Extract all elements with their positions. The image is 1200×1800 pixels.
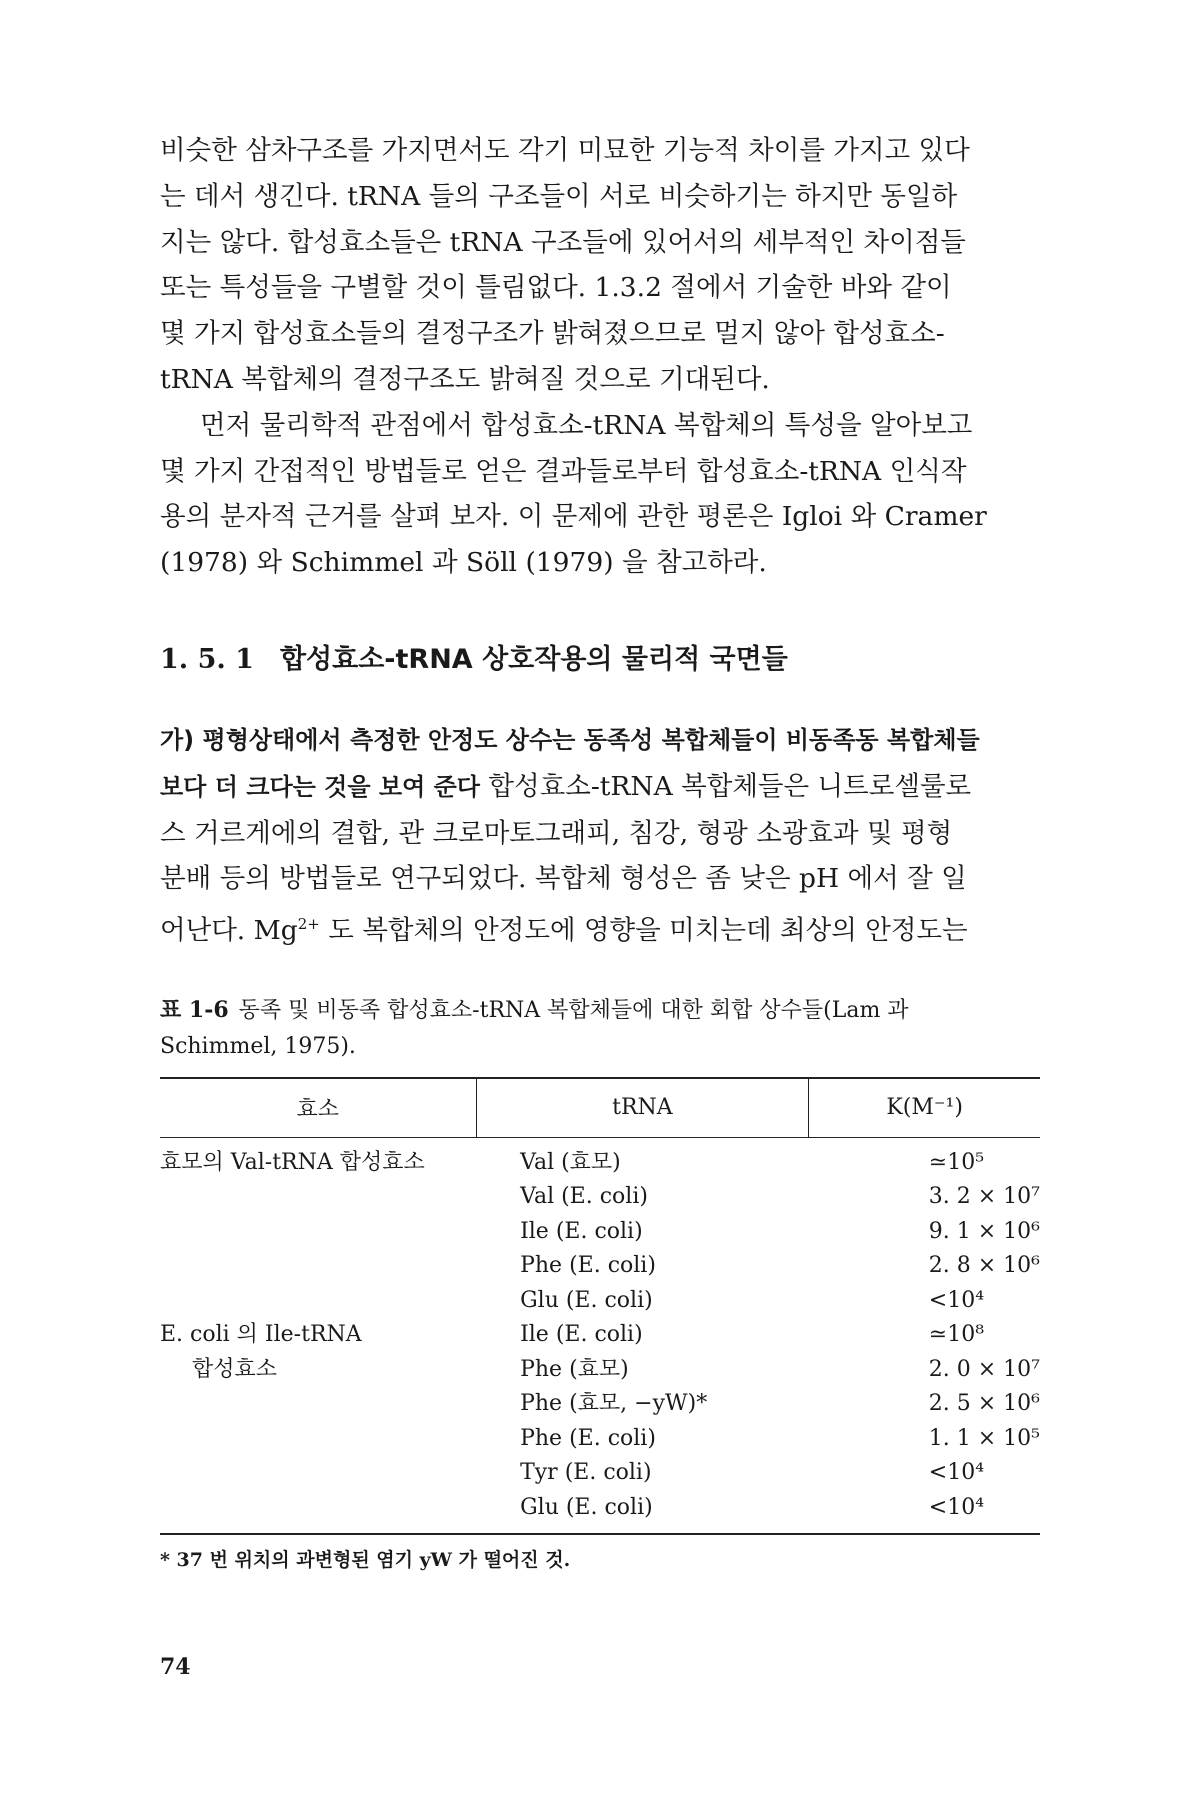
section-title: 합성효소-tRNA 상호작용의 물리적 국면들 xyxy=(279,643,788,675)
trna-cell: Ile (E. coli) xyxy=(520,1218,643,1244)
text-line: 지는 않다. 합성효소들은 tRNA 구조들에 있어서의 세부적인 차이점들 xyxy=(160,226,966,258)
trna-cell: Phe (E. coli) xyxy=(520,1425,656,1451)
k-value-cell: 9. 1 × 10⁶ xyxy=(928,1218,1040,1244)
page-content xyxy=(160,128,1040,1572)
k-value-cell: <10⁴ xyxy=(928,1460,985,1486)
trna-cell: Phe (효모, −yW)* xyxy=(520,1391,708,1417)
text-line: tRNA 복합체의 결정구조도 밝혀질 것으로 기대된다. xyxy=(160,363,770,395)
enzyme-cell xyxy=(160,1422,476,1457)
trna-cell: Glu (E. coli) xyxy=(520,1494,653,1520)
caption-label: 표 1-6 xyxy=(160,996,229,1023)
k-value-cell: <10⁴ xyxy=(928,1494,985,1520)
trna-cell: Val (E. coli) xyxy=(520,1184,648,1210)
text-line: (1978) 와 Schimmel 과 Söll (1979) 을 참고하라. xyxy=(160,547,767,579)
enzyme-cell: 합성효소 xyxy=(192,1356,278,1382)
caption-text: Schimmel, 1975). xyxy=(160,1033,356,1059)
column-header-trna: tRNA xyxy=(476,1078,809,1138)
paragraph-2 xyxy=(160,403,1040,586)
text-line: 또는 특성들을 구별할 것이 틀림없다. 1.3.2 절에서 기술한 바와 같이 xyxy=(160,272,952,304)
enzyme-cell xyxy=(160,1456,476,1491)
text-line: 는 데서 생긴다. tRNA 들의 구조들이 서로 비슷하기는 하지만 동일하 xyxy=(160,180,958,212)
table-row xyxy=(160,1387,1040,1422)
k-value-cell: 3. 2 × 10⁷ xyxy=(928,1184,1040,1210)
table-row xyxy=(160,1137,1040,1180)
text-line: 어난다. $Mg^{2+}$ 도 복합체의 안정도에 영향을 미치는데 최상의 안정도는 xyxy=(160,914,968,946)
text-line: 몇 가지 간접적인 방법들로 얻은 결과들로부터 합성효소-tRNA 인식작 xyxy=(160,455,967,487)
k-value-cell: 2. 8 × 10⁶ xyxy=(928,1253,1040,1279)
text-line: 스 거르게에의 결합, 관 크로마토그래피, 침강, 형광 소광효과 및 평형 xyxy=(160,817,953,849)
paragraph-3 xyxy=(160,718,1040,954)
enzyme-cell xyxy=(160,1249,476,1284)
enzyme-cell xyxy=(160,1491,476,1535)
table-row xyxy=(160,1422,1040,1457)
column-header-enzyme: 효소 xyxy=(160,1078,476,1138)
table-caption xyxy=(160,992,1040,1065)
page-number: 74 xyxy=(160,1654,191,1680)
trna-cell: Glu (E. coli) xyxy=(520,1287,653,1313)
k-value-cell: ≃10⁵ xyxy=(928,1149,985,1175)
table-row xyxy=(160,1491,1040,1535)
trna-cell: Val (효모) xyxy=(520,1149,621,1175)
k-value-cell: 2. 0 × 10⁷ xyxy=(928,1356,1040,1382)
enzyme-cell xyxy=(160,1180,476,1215)
text-fragment: 합성효소-tRNA 복합체들은 니트로셀룰로 xyxy=(480,770,972,802)
trna-cell: Phe (효모) xyxy=(520,1356,629,1382)
association-constants-table xyxy=(160,1077,1040,1536)
k-value-cell: ≃10⁸ xyxy=(928,1322,985,1348)
enzyme-cell: E. coli 의 Ile-tRNA xyxy=(160,1322,362,1348)
text-line: 분배 등의 방법들로 연구되었다. 복합체 형성은 좀 낮은 pH 에서 잘 일 xyxy=(160,863,967,895)
section-heading xyxy=(160,638,1040,682)
enzyme-cell: 효모의 Val-tRNA 합성효소 xyxy=(160,1149,425,1175)
enzyme-cell xyxy=(160,1215,476,1250)
table-row xyxy=(160,1456,1040,1491)
lead-sentence: 보다 더 크다는 것을 보여 준다 xyxy=(160,772,480,801)
table-row xyxy=(160,1215,1040,1250)
caption-text: 동족 및 비동족 합성효소-tRNA 복합체들에 대한 회합 상수들(Lam 과 xyxy=(238,997,909,1023)
trna-cell: Ile (E. coli) xyxy=(520,1322,643,1348)
text-line: 몇 가지 합성효소들의 결정구조가 밝혀졌으므로 멀지 않아 합성효소- xyxy=(160,318,945,350)
trna-cell: Phe (E. coli) xyxy=(520,1253,656,1279)
table-row xyxy=(160,1249,1040,1284)
table-row xyxy=(160,1180,1040,1215)
k-value-cell: <10⁴ xyxy=(928,1287,985,1313)
enzyme-cell xyxy=(160,1387,476,1422)
enzyme-cell xyxy=(160,1284,476,1319)
table-footnote: * 37 번 위치의 과변형된 염기 yW 가 떨어진 것. xyxy=(160,1549,571,1572)
table-row xyxy=(160,1353,1040,1388)
table-row xyxy=(160,1318,1040,1353)
column-header-k: K(M⁻¹) xyxy=(809,1078,1040,1138)
section-number: 1. 5. 1 xyxy=(160,643,254,675)
text-line: 용의 분자적 근거를 살펴 보자. 이 문제에 관한 평론은 Igloi 와 Cramer xyxy=(160,501,987,533)
text-line: 먼저 물리학적 관점에서 합성효소-tRNA 복합체의 특성을 알아보고 xyxy=(200,409,973,441)
table-row xyxy=(160,1284,1040,1319)
text-line: 비슷한 삼차구조를 가지면서도 각기 미묘한 기능적 차이를 가지고 있다 xyxy=(160,135,970,166)
k-value-cell: 1. 1 × 10⁵ xyxy=(928,1425,1040,1451)
lead-sentence: 가) 평형상태에서 측정한 안정도 상수는 동족성 복합체들이 비동족동 복합체들 xyxy=(160,725,980,754)
k-value-cell: 2. 5 × 10⁶ xyxy=(928,1391,1040,1417)
trna-cell: Tyr (E. coli) xyxy=(520,1460,652,1486)
paragraph-1 xyxy=(160,128,1040,403)
